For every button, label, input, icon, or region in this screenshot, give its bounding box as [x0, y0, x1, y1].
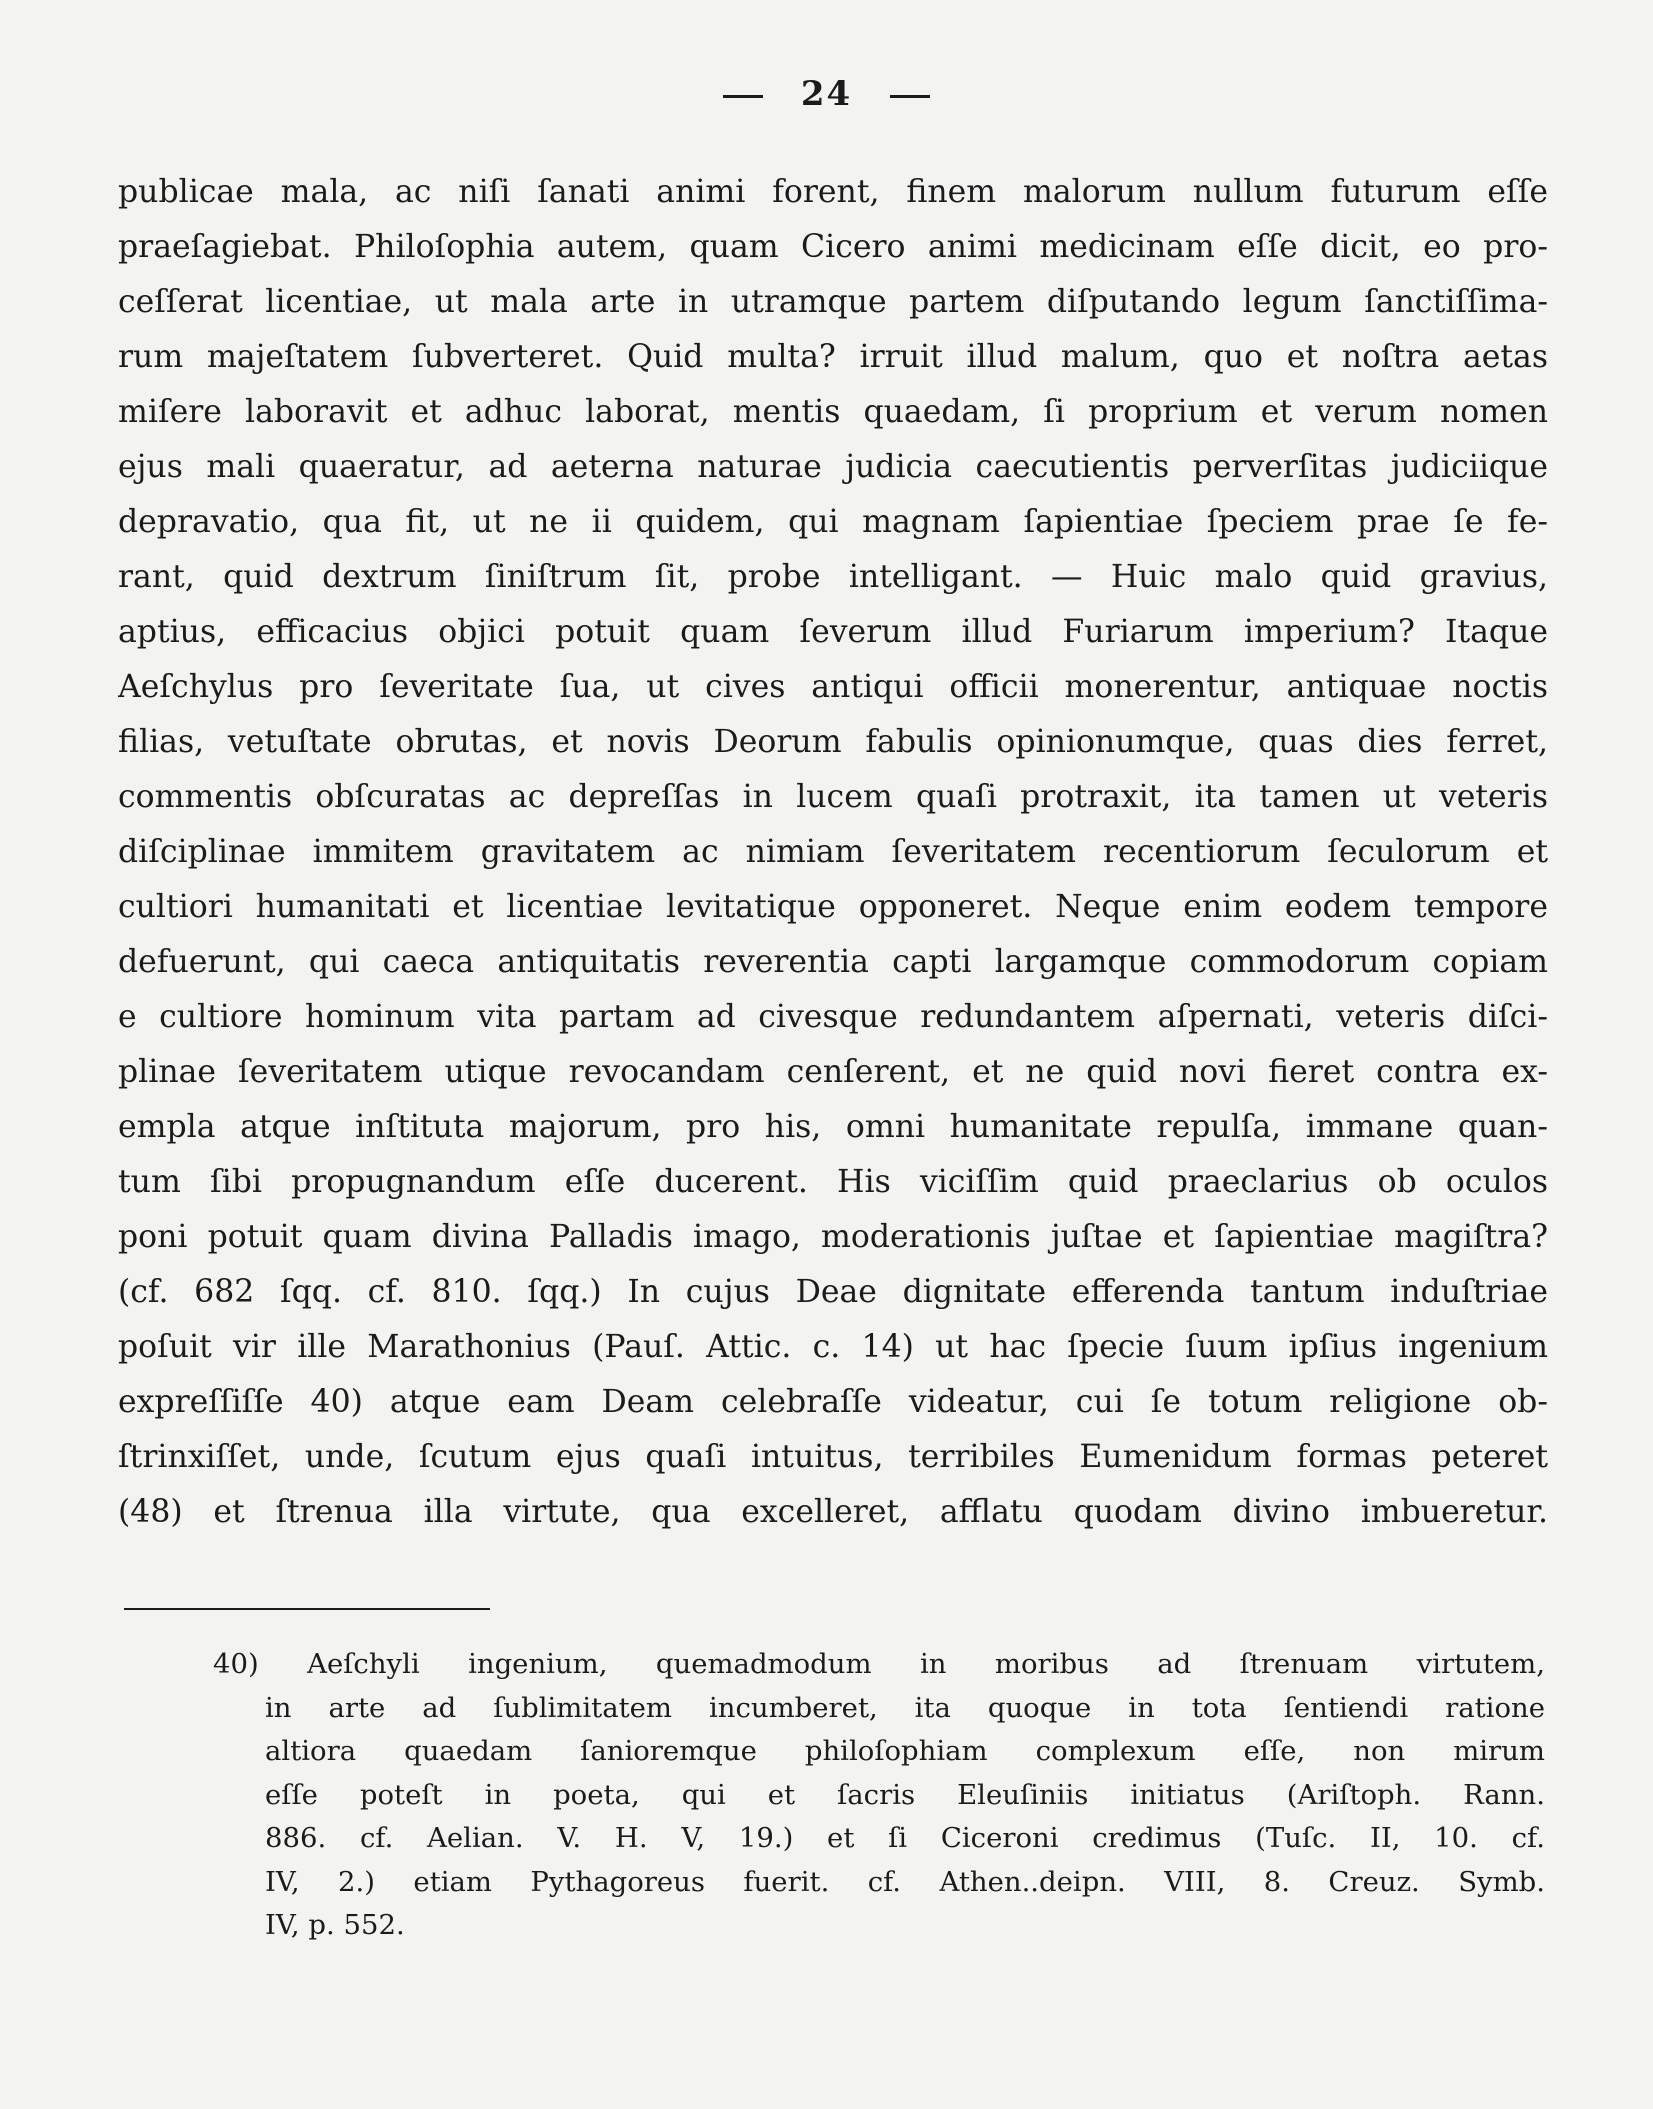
text-line: (cf. 682 ſqq. cf. 810. ſqq.) In cujus Deae dignitate efferenda tantum induſtriae [118, 1274, 1548, 1310]
text-line: poſuit vir ille Marathonius (Pauſ. Attic. c. 14) ut hac ſpecie ſuum ipſius ingenium [118, 1329, 1548, 1365]
text-line: ceſſerat licentiae, ut mala arte in utramque partem diſputando legum ſanctiſſima- [118, 284, 1548, 320]
text-line: praeſagiebat. Philoſophia autem, quam Cicero animi medicinam eſſe dicit, eo pro- [118, 229, 1548, 265]
text-line: cultiori humanitati et licentiae levitatique opponeret. Neque enim eodem tempore [118, 889, 1548, 925]
text-line: depravatio, qua fit, ut ne ii quidem, qui magnam ſapientiae ſpeciem prae ſe fe- [118, 504, 1548, 540]
footnote-line: 40) Aeſchyli ingenium, quemadmodum in moribus ad ſtrenuam virtutem, [213, 1648, 1545, 1680]
footnote-line: IV, 2.) etiam Pythagoreus fuerit. cf. Athen..deipn. VIII, 8. Creuz. Symb. [265, 1865, 1545, 1898]
text-line: ejus mali quaeratur, ad aeterna naturae judicia caecutientis perverſitas judiciique [118, 449, 1548, 485]
text-line: aptius, efficacius objici potuit quam ſeverum illud Furiarum imperium? Itaque [118, 614, 1548, 650]
text-line: defuerunt, qui caeca antiquitatis reverentia capti largamque commodorum copiam [118, 944, 1548, 980]
footnote-line: altiora quaedam ſanioremque philoſophiam complexum eſſe, non mirum [265, 1735, 1545, 1767]
text-line: empla atque inſtituta majorum, pro his, omni humanitate repulſa, immane quan- [118, 1109, 1548, 1145]
footnote-divider [124, 1608, 490, 1610]
text-line: publicae mala, ac niſi ſanati animi forent, finem malorum nullum futurum eſſe [118, 174, 1548, 210]
footnotes [213, 1643, 1545, 1948]
right-dash [890, 95, 930, 98]
text-line: filias, vetuſtate obrutas, et novis Deorum fabulis opinionumque, quas dies ferret, [118, 724, 1548, 760]
footnote-line: IV, p. 552. [265, 1909, 405, 1941]
text-line: rant, quid dextrum ſiniſtrum ſit, probe intelligant. — Huic malo quid gravius, [118, 559, 1548, 595]
text-line: Aeſchylus pro ſeveritate ſua, ut cives antiqui officii monerentur, antiquae noctis [118, 669, 1548, 705]
page-number: 24 [800, 74, 853, 114]
main-text [118, 165, 1548, 1540]
left-dash [723, 95, 763, 98]
text-line: (48) et ſtrenua illa virtute, qua excelleret, afflatu quodam divino imbueretur. [118, 1494, 1548, 1530]
text-line: ſtrinxiſſet, unde, ſcutum ejus quaſi intuitus, terribiles Eumenidum formas peteret [118, 1439, 1548, 1475]
text-line: poni potuit quam divina Palladis imago, moderationis juſtae et ſapientiae magiſtra? [118, 1219, 1548, 1255]
footnote-line: eſſe poteſt in poeta, qui et ſacris Eleuſiniis initiatus (Ariſtoph. Rann. [265, 1778, 1545, 1811]
footnote-line: 886. cf. Aelian. V. H. V, 19.) et ſi Ciceroni credimus (Tuſc. II, 10. cf. [265, 1822, 1545, 1854]
text-line: diſciplinae immitem gravitatem ac nimiam ſeveritatem recentiorum ſeculorum et [118, 834, 1548, 870]
text-line: miſere laboravit et adhuc laborat, mentis quaedam, ſi proprium et verum nomen [118, 394, 1548, 430]
text-line: commentis obſcuratas ac depreſſas in lucem quaſi protraxit, ita tamen ut veteris [118, 779, 1548, 815]
page-number-header [0, 74, 1653, 114]
text-line: tum ſibi propugnandum eſſe ducerent. His viciſſim quid praeclarius ob oculos [118, 1164, 1548, 1200]
text-line: expreſſiſſe 40) atque eam Deam celebraſſe videatur, cui ſe totum religione ob- [118, 1384, 1548, 1420]
text-line: e cultiore hominum vita partam ad civesque redundantem aſpernati, veteris diſci- [118, 999, 1548, 1035]
text-line: rum majeſtatem ſubverteret. Quid multa? irruit illud malum, quo et noſtra aetas [118, 339, 1548, 375]
text-line: plinae ſeveritatem utique revocandam cenſerent, et ne quid novi fieret contra ex- [118, 1054, 1548, 1090]
footnote-line: in arte ad ſublimitatem incumberet, ita quoque in tota ſentiendi ratione [265, 1691, 1545, 1724]
